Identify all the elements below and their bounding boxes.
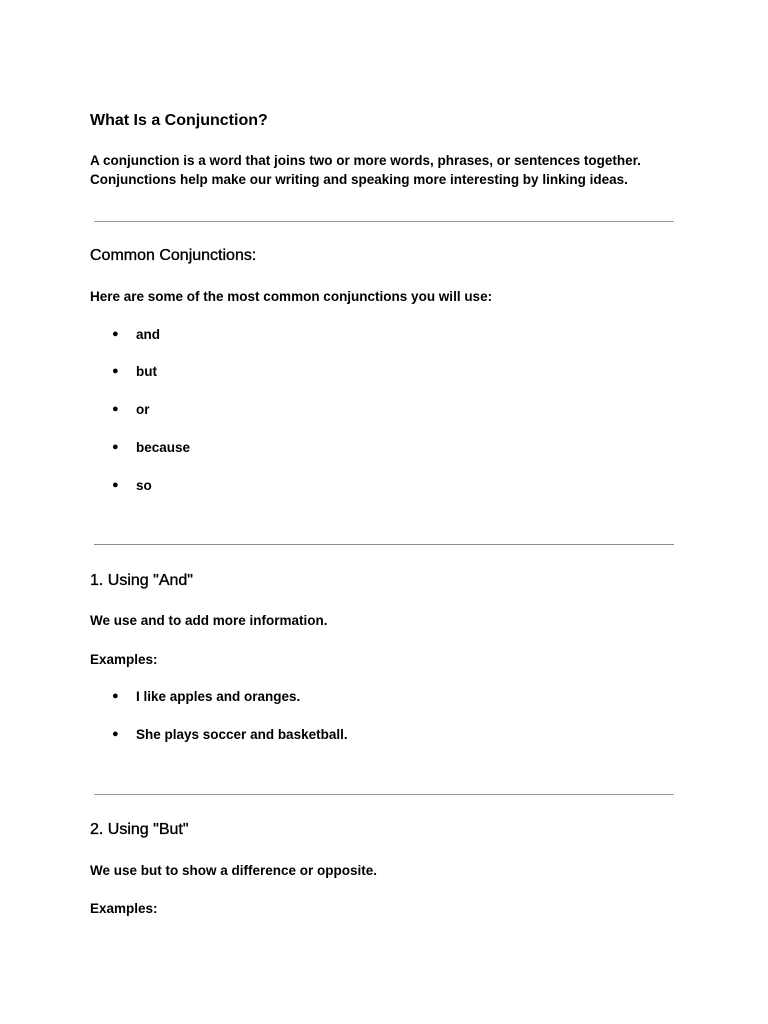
using-and-heading: 1. Using "And": [90, 572, 193, 589]
using-but-examples-label: Examples:: [90, 901, 158, 916]
bullet-icon: ●: [112, 328, 119, 340]
list-item: [112, 476, 152, 495]
list-item-text: because: [136, 440, 191, 455]
bullet-icon: ●: [112, 365, 119, 377]
using-and-examples-label: Examples:: [90, 652, 158, 667]
bullet-icon: ●: [112, 728, 119, 740]
using-but-description: We use but to show a difference or opposite.: [90, 863, 378, 878]
list-item: [112, 438, 190, 457]
list-item: [112, 325, 160, 344]
example-text: I like apples and oranges.: [136, 689, 301, 704]
list-item-text: or: [136, 402, 150, 417]
example-text: She plays soccer and basketball.: [136, 727, 348, 742]
list-item-text: and: [136, 327, 161, 342]
section-divider: [94, 794, 674, 795]
list-item: [112, 400, 150, 419]
using-and-description: We use and to add more information.: [90, 613, 328, 628]
bullet-icon: ●: [112, 479, 119, 491]
intro-paragraph-line-2: Conjunctions help make our writing and speaking more interesting by linking ideas.: [90, 172, 628, 187]
list-item: [112, 725, 348, 744]
using-but-heading: 2. Using "But": [90, 821, 189, 838]
common-conjunctions-lead: Here are some of the most common conjunctions you will use:: [90, 289, 493, 304]
section-divider: [94, 544, 674, 545]
bullet-icon: ●: [112, 690, 119, 702]
section-divider: [94, 221, 674, 222]
common-conjunctions-heading: Common Conjunctions:: [90, 247, 257, 264]
intro-paragraph-line-1: A conjunction is a word that joins two or more words, phrases, or sentences together.: [90, 153, 641, 168]
page-title: What Is a Conjunction?: [90, 112, 268, 129]
list-item: [112, 362, 157, 381]
list-item-text: but: [136, 364, 157, 379]
list-item: [112, 687, 300, 706]
bullet-icon: ●: [112, 403, 119, 415]
bullet-icon: ●: [112, 441, 119, 453]
list-item-text: so: [136, 478, 152, 493]
